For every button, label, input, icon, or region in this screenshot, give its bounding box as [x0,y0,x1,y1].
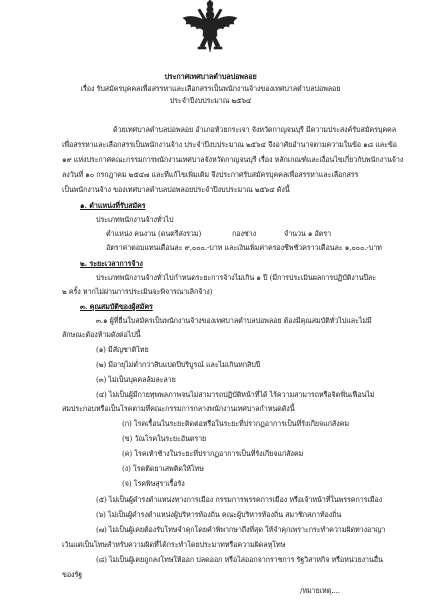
intro-line: เพื่อสรรหาและเลือกสรรเป็นพนักงานจ้าง ประจำปีงบประมาณ ๒๕๖๔ จึงอาศัยอำนาจตามความในข้อ ๑๘ และข้อ [62,140,397,149]
qualification-item: เว้นแต่เป็นโทษสำหรับความผิดที่ได้กระทำโดยประมาทหรือความผิดลหุโทษ [62,540,286,549]
qualification-item: ของรัฐ [62,570,83,579]
qualification-item: (๗) ไม่เป็นผู้เคยต้องรับโทษจำคุกโดยคำพิพากษาถึงที่สุด ให้จำคุกเพราะกระทำความผิดทางอาญา [96,525,386,534]
section-3-lead: ลักษณะต้องห้ามดังต่อไปนี้ [62,330,141,339]
employee-type: ประเภทพนักงานจ้างทั่วไป [96,215,174,224]
section-1-title: ๑. ตำแหน่งที่รับสมัคร [80,201,146,210]
qualification-item: สมประกอบหรือเป็นโรคตามที่คณะกรรมการกลางพนักงานเทศบาลกำหนดดังนี้ [62,404,295,413]
section-2-title: ๒. ระยะเวลาการจ้าง [80,259,143,268]
intro-line: ๑๙ แห่งประกาศคณะกรรมการพนักงานเทศบาลจังหวัดกาญจนบุรี เรื่อง หลักเกณฑ์และเงื่อนไขเกี่ยวกับพนักงานจ้าง [62,155,404,164]
disease-item: (จ) โรคพิษสุราเรื้อรัง [122,479,185,488]
qualification-item: (๒) มีอายุไม่ต่ำกว่าสิบแปดปีบริบูรณ์ และไม่เกินหกสิบปี [96,360,261,369]
section-3-title: ๓. คุณสมบัติของผู้สมัคร [80,302,153,311]
disease-item: (ง) โรคติดยาเสพติดให้โทษ [122,464,204,473]
section-3-lead: ๓.๑ ผู้ที่ยื่นใบสมัครเป็นพนักงานจ้างของเทศบาลตำบลปอพลอย ต้องมีคุณสมบัติทั่วไปและไม่มี [96,316,372,325]
announcement-subject: เรื่อง รับสมัครบุคคลเพื่อสรรหาและเลือกสรรเป็นพนักงานจ้างของเทศบาลตำบลปอพลอย [80,84,341,93]
garuda-emblem-icon [180,0,240,62]
intro-line: ลงวันที่ ๑๐ กรกฎาคม ๒๕๔๗ และที่แก้ไขเพิ่มเติม จึงประกาศรับสมัครบุคคลเพื่อสรรหาและเลือกสรร [62,170,359,179]
qualification-item: (๕) ไม่เป็นผู้ดำรงตำแหน่งทางการเมือง กรรมการพรรคการเมือง หรือเจ้าหน้าที่ในพรรคการเมือง [96,495,383,504]
intro-line: เป็นพนักงานจ้าง ของเทศบาลตำบลปอพลอยประจำปีงบประมาณ ๒๕๖๔ ดังนี้ [62,185,290,194]
disease-item: (ข) วัณโรคในระยะอันตราย [122,434,207,443]
qualification-item: (๘) ไม่เป็นผู้เคยถูกลงโทษให้ออก ปลดออก หรือไล่ออกจากราชการ รัฐวิสาหกิจ หรือหน่วยงานอื่น [96,555,383,564]
continued-marker: /หมายเหตุ.... [300,586,340,595]
section-2-line: ๒ ครั้ง หากไม่ผ่านการประเมินจะพิจารณาเลิกจ้าง) [62,287,213,296]
pay-rate: อัตราค่าตอบแทนเดือนละ ๙,๐๐๐.-บาท และเงินเพิ่มค่าครองชีพชั่วคราวเดือนละ ๑,๐๐๐.-บาท [106,243,382,252]
qualification-item: (๖) ไม่เป็นผู้ดำรงตำแหน่งผู้บริหารท้องถิ่น คณะผู้บริหารท้องถิ่น สมาชิกสภาท้องถิ่น [96,510,342,519]
disease-item: (ค) โรคเท้าช้างในระยะที่ปรากฏอาการเป็นที่รังเกียจแก่สังคม [122,449,304,458]
section-2-line: ประเภทพนักงานจ้างทั่วไปกำหนดระยะการจ้างไม่เกิน ๑ ปี (มีการประเมินผลการปฏิบัติงานปีละ [96,273,376,282]
division-name: กองช่าง [232,229,257,238]
intro-line: ด้วยเทศบาลตำบลปอพลอย อำเภอห้วยกระเจา จังหวัดกาญจนบุรี มีความประสงค์รับสมัครบุคคล [113,125,397,134]
announcement-fiscal-year: ประจำปีงบประมาณ ๒๕๖๔ [169,96,252,105]
position-title: ตำแหน่ง คนงาน (ดนตรีส่งรวม) [106,229,202,238]
qualification-item: (๔) ไม่เป็นผู้มีกายทุพพลภาพจนไม่สามารถปฏิบัติหน้าที่ได้ ไร้ความสามารถหรือจิตฟั่นเฟือนไม่ [96,390,375,399]
qualification-item: (๓) ไม่เป็นบุคคลล้มละลาย [96,375,176,384]
qualification-item: (๑) มีสัญชาติไทย [96,345,149,354]
position-count: จำนวน ๑ อัตรา [284,229,332,238]
disease-item: (ก) โรคเรื้อนในระยะติดต่อหรือในระยะที่ปรากฏอาการเป็นที่รังเกียจแก่สังคม [122,419,349,428]
announcement-title: ประกาศเทศบาลตำบลปอพลอย [164,72,257,81]
